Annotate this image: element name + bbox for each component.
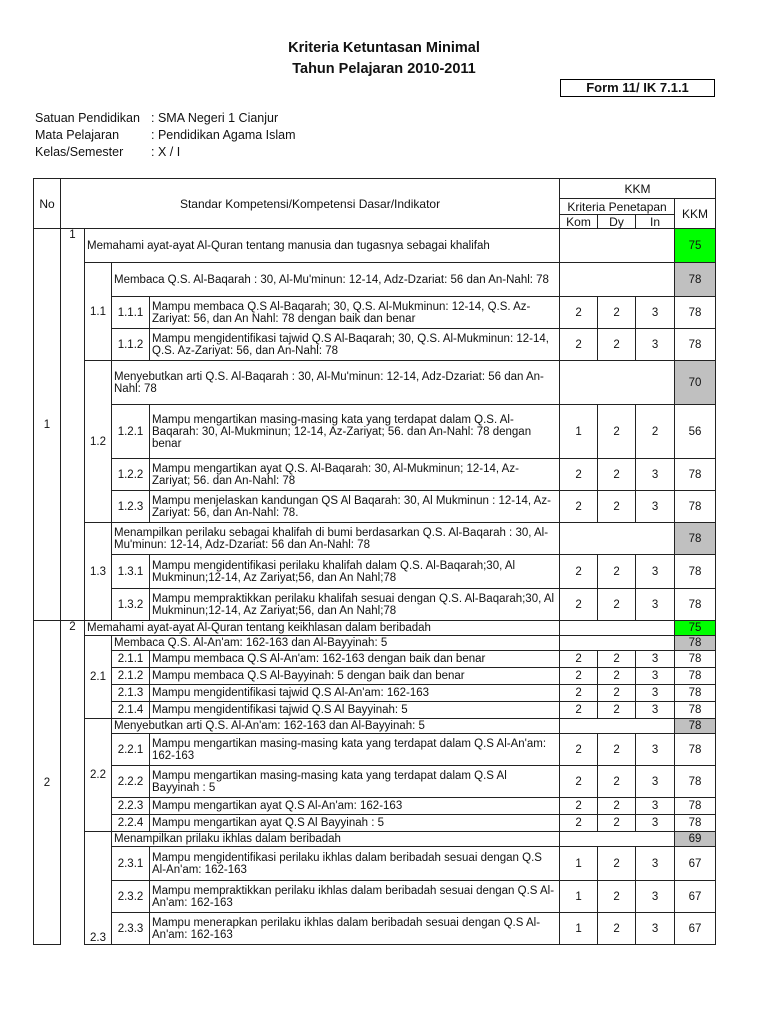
indicator-text: Mampu mengidentifikasi perilaku khalifah dalam Q.S. Al-Baqarah;30, Al Mukminun;12-14, Az Zariyat;56, dan An Nahl;78 xyxy=(150,555,560,589)
in-value: 3 xyxy=(636,734,675,766)
in-value: 3 xyxy=(636,297,675,329)
indicator-text: Mampu menerapkan perilaku ikhlas dalam beribadah sesuai dengan Q.S Al-An'am: 162-163 xyxy=(150,913,560,945)
indicator-text: Mampu mempraktikkan perilaku ikhlas dalam beribadah sesuai dengan Q.S Al-An'am: 162-163 xyxy=(150,881,560,913)
table-row xyxy=(34,621,716,636)
sk-number-space xyxy=(61,263,85,621)
in-value: 3 xyxy=(636,913,675,945)
meta-key: Satuan Pendidikan xyxy=(35,111,140,125)
kkm-value: 78 xyxy=(675,815,716,832)
in-value: 3 xyxy=(636,798,675,815)
kd-kkm-value: 78 xyxy=(675,636,716,651)
indicator-text: Mampu mengidentifikasi tajwid Q.S Al-An'am: 162-163 xyxy=(150,685,560,702)
sk-number: 2 xyxy=(61,621,85,636)
indicator-number: 2.1.1 xyxy=(112,651,150,668)
document-title: Kriteria Ketuntasan Minimal xyxy=(288,40,480,56)
indicator-number: 2.1.3 xyxy=(112,685,150,702)
kom-value: 1 xyxy=(560,913,598,945)
table-row xyxy=(34,491,716,523)
kom-value: 2 xyxy=(560,555,598,589)
in-value: 3 xyxy=(636,651,675,668)
indicator-number: 1.2.1 xyxy=(112,405,150,459)
table-row xyxy=(34,523,716,555)
kd-kom-empty xyxy=(560,832,675,847)
indicator-text: Mampu mengartikan ayat Q.S. Al-Baqarah: 30, Al-Mukminun; 12-14, Az-Zariyat; 56. dan An-Nahl: 78 xyxy=(150,459,560,491)
kd-kkm-value: 78 xyxy=(675,719,716,734)
kom-value: 2 xyxy=(560,685,598,702)
indicator-text: Mampu menjelaskan kandungan QS Al Baqarah: 30, Al Mukminun : 12-14, Az-Zariyat: 56, dan An-Nahl: 78. xyxy=(150,491,560,523)
kkm-value: 78 xyxy=(675,555,716,589)
kom-value: 2 xyxy=(560,766,598,798)
kkm-value: 78 xyxy=(675,491,716,523)
kkm-value: 78 xyxy=(675,297,716,329)
table-row xyxy=(34,881,716,913)
kd-text: Menyebutkan arti Q.S. Al-An'am: 162-163 dan Al-Bayyinah: 5 xyxy=(112,719,560,734)
table-row xyxy=(34,229,716,263)
kom-value: 2 xyxy=(560,589,598,621)
in-value: 3 xyxy=(636,491,675,523)
header-in: In xyxy=(636,215,675,229)
table-row xyxy=(34,651,716,668)
kd-text: Menampilkan perilaku sebagai khalifah di bumi berdasarkan Q.S. Al-Baqarah : 30, Al-Mu'minun: 12-14, Adz-Dzariat: 56 dan An-Nahl: 78 xyxy=(112,523,560,555)
kd-kom-empty xyxy=(560,361,675,405)
meta-value: : SMA Negeri 1 Cianjur xyxy=(151,111,279,125)
indicator-number: 2.1.4 xyxy=(112,702,150,719)
kd-number: 1.2 xyxy=(85,361,112,523)
header-kriteria: Kriteria Penetapan xyxy=(560,199,675,215)
kkm-value: 78 xyxy=(675,702,716,719)
dy-value: 2 xyxy=(598,847,636,881)
kkm-value: 56 xyxy=(675,405,716,459)
sk-kkm-value: 75 xyxy=(675,621,716,636)
indicator-text: Mampu mengidentifikasi tajwid Q.S Al-Baqarah; 30, Q.S. Al-Mukminun: 12-14, Q.S. Az-Zariyat: 56, dan An-Nahl: 78 xyxy=(150,329,560,361)
indicator-number: 2.2.4 xyxy=(112,815,150,832)
indicator-number: 1.2.2 xyxy=(112,459,150,491)
kd-number: 2.3 xyxy=(85,832,112,945)
kd-kkm-value: 70 xyxy=(675,361,716,405)
kd-text: Menyebutkan arti Q.S. Al-Baqarah : 30, Al-Mu'minun: 12-14, Adz-Dzariat: 56 dan An-Nahl: 78 xyxy=(112,361,560,405)
indicator-number: 2.3.2 xyxy=(112,881,150,913)
kom-value: 2 xyxy=(560,459,598,491)
kd-kom-empty xyxy=(560,719,675,734)
table-row xyxy=(34,685,716,702)
kom-value: 2 xyxy=(560,815,598,832)
indicator-text: Mampu mengartikan masing-masing kata yang terdapat dalam Q.S Al Bayyinah : 5 xyxy=(150,766,560,798)
dy-value: 2 xyxy=(598,766,636,798)
table-row xyxy=(34,832,716,847)
kom-value: 2 xyxy=(560,798,598,815)
indicator-text: Mampu membaca Q.S Al-Baqarah; 30, Q.S. Al-Mukminun: 12-14, Q.S. Az-Zariyat: 56, dan An Nahl: 78 dengan baik dan benar xyxy=(150,297,560,329)
dy-value: 2 xyxy=(598,685,636,702)
indicator-number: 2.3.3 xyxy=(112,913,150,945)
indicator-text: Mampu mengartikan ayat Q.S Al-An'am: 162-163 xyxy=(150,798,560,815)
kd-text: Membaca Q.S. Al-An'am: 162-163 dan Al-Bayyinah: 5 xyxy=(112,636,560,651)
header-no: No xyxy=(34,179,61,229)
kkm-value: 78 xyxy=(675,766,716,798)
in-value: 3 xyxy=(636,702,675,719)
meta-value: : X / I xyxy=(151,145,181,159)
header-kom: Kom xyxy=(560,215,598,229)
in-value: 3 xyxy=(636,555,675,589)
dy-value: 2 xyxy=(598,881,636,913)
kom-value: 2 xyxy=(560,702,598,719)
kd-kkm-value: 78 xyxy=(675,523,716,555)
table-row xyxy=(34,702,716,719)
in-value: 3 xyxy=(636,589,675,621)
dy-value: 2 xyxy=(598,329,636,361)
sk-number-space xyxy=(61,636,85,945)
table-row xyxy=(34,263,716,297)
form-code-box: Form 11/ IK 7.1.1 xyxy=(560,79,715,97)
header-kkm-group: KKM xyxy=(560,179,716,199)
sk-kom-empty xyxy=(560,621,675,636)
table-row xyxy=(34,361,716,405)
indicator-number: 1.3.2 xyxy=(112,589,150,621)
indicator-text: Mampu mempraktikkan perilaku khalifah sesuai dengan Q.S. Al-Baqarah;30, Al Mukminun;12-14, Az Zariyat;56, dan An Nahl;78 xyxy=(150,589,560,621)
dy-value: 2 xyxy=(598,702,636,719)
kkm-value: 78 xyxy=(675,589,716,621)
table-row xyxy=(34,815,716,832)
document-subtitle: Tahun Pelajaran 2010-2011 xyxy=(292,61,476,77)
kkm-value: 78 xyxy=(675,668,716,685)
table-row xyxy=(34,636,716,651)
kkm-table xyxy=(33,178,716,945)
indicator-text: Mampu membaca Q.S Al-Bayyinah: 5 dengan baik dan benar xyxy=(150,668,560,685)
table-row xyxy=(34,734,716,766)
in-value: 3 xyxy=(636,329,675,361)
table-row xyxy=(34,405,716,459)
kd-number: 1.3 xyxy=(85,523,112,621)
kom-value: 2 xyxy=(560,734,598,766)
in-value: 3 xyxy=(636,685,675,702)
kd-kkm-value: 78 xyxy=(675,263,716,297)
kom-value: 1 xyxy=(560,847,598,881)
table-row xyxy=(34,329,716,361)
kkm-value: 67 xyxy=(675,913,716,945)
kd-kkm-value: 69 xyxy=(675,832,716,847)
header-row xyxy=(34,179,716,199)
kkm-value: 67 xyxy=(675,847,716,881)
header-kkm: KKM xyxy=(675,199,716,229)
kom-value: 2 xyxy=(560,329,598,361)
indicator-text: Mampu membaca Q.S Al-An'am: 162-163 dengan baik dan benar xyxy=(150,651,560,668)
indicator-number: 2.1.2 xyxy=(112,668,150,685)
dy-value: 2 xyxy=(598,913,636,945)
dy-value: 2 xyxy=(598,815,636,832)
indicator-text: Mampu mengartikan masing-masing kata yang terdapat dalam Q.S Al-An'am: 162-163 xyxy=(150,734,560,766)
sk-number: 1 xyxy=(61,229,85,263)
sk-text: Memahami ayat-ayat Al-Quran tentang keikhlasan dalam beribadah xyxy=(85,621,560,636)
dy-value: 2 xyxy=(598,297,636,329)
table-row xyxy=(34,297,716,329)
sk-text: Memahami ayat-ayat Al-Quran tentang manusia dan tugasnya sebagai khalifah xyxy=(85,229,560,263)
indicator-text: Mampu mengartikan masing-masing kata yang terdapat dalam Q.S. Al-Baqarah: 30, Al-Mukminun; 12-14, Az-Zariyat; 56. dan An-Nahl: 78 dengan benar xyxy=(150,405,560,459)
in-value: 3 xyxy=(636,815,675,832)
kd-kom-empty xyxy=(560,523,675,555)
meta-key: Mata Pelajaran xyxy=(35,128,120,142)
indicator-number: 2.2.2 xyxy=(112,766,150,798)
dy-value: 2 xyxy=(598,651,636,668)
kd-kom-empty xyxy=(560,636,675,651)
table-row xyxy=(34,798,716,815)
indicator-number: 2.2.1 xyxy=(112,734,150,766)
kd-text: Membaca Q.S. Al-Baqarah : 30, Al-Mu'minun: 12-14, Adz-Dzariat: 56 dan An-Nahl: 78 xyxy=(112,263,560,297)
table-row xyxy=(34,459,716,491)
table-row xyxy=(34,668,716,685)
kom-value: 1 xyxy=(560,881,598,913)
table-row xyxy=(34,719,716,734)
sk-kkm-value: 75 xyxy=(675,229,716,263)
meta-key: Kelas/Semester xyxy=(35,145,124,159)
indicator-number: 1.1.1 xyxy=(112,297,150,329)
dy-value: 2 xyxy=(598,668,636,685)
kkm-value: 67 xyxy=(675,881,716,913)
dy-value: 2 xyxy=(598,459,636,491)
dy-value: 2 xyxy=(598,589,636,621)
indicator-number: 1.1.2 xyxy=(112,329,150,361)
table-row xyxy=(34,766,716,798)
kd-number: 1.1 xyxy=(85,263,112,361)
table-row xyxy=(34,847,716,881)
kkm-value: 78 xyxy=(675,798,716,815)
in-value: 2 xyxy=(636,405,675,459)
kd-kom-empty xyxy=(560,263,675,297)
indicator-number: 1.2.3 xyxy=(112,491,150,523)
table-row xyxy=(34,555,716,589)
kkm-value: 78 xyxy=(675,685,716,702)
no-cell: 2 xyxy=(34,621,61,945)
dy-value: 2 xyxy=(598,405,636,459)
kkm-value: 78 xyxy=(675,459,716,491)
kd-number: 2.2 xyxy=(85,719,112,832)
dy-value: 2 xyxy=(598,491,636,523)
in-value: 3 xyxy=(636,668,675,685)
kom-value: 1 xyxy=(560,405,598,459)
kkm-value: 78 xyxy=(675,651,716,668)
indicator-text: Mampu mengidentifikasi tajwid Q.S Al Bayyinah: 5 xyxy=(150,702,560,719)
meta-value: : Pendidikan Agama Islam xyxy=(151,128,296,142)
dy-value: 2 xyxy=(598,798,636,815)
indicator-number: 2.2.3 xyxy=(112,798,150,815)
no-cell: 1 xyxy=(34,229,61,621)
kom-value: 2 xyxy=(560,651,598,668)
header-dy: Dy xyxy=(598,215,636,229)
table-row xyxy=(34,589,716,621)
indicator-number: 2.3.1 xyxy=(112,847,150,881)
in-value: 3 xyxy=(636,459,675,491)
kom-value: 2 xyxy=(560,297,598,329)
indicator-number: 1.3.1 xyxy=(112,555,150,589)
dy-value: 2 xyxy=(598,555,636,589)
kkm-value: 78 xyxy=(675,329,716,361)
indicator-text: Mampu mengidentifikasi perilaku ikhlas dalam beribadah sesuai dengan Q.S Al-An'am: 162-163 xyxy=(150,847,560,881)
in-value: 3 xyxy=(636,881,675,913)
header-standar-kompetensi: Standar Kompetensi/Kompetensi Dasar/Indikator xyxy=(61,179,560,229)
sk-kom-empty xyxy=(560,229,675,263)
kom-value: 2 xyxy=(560,491,598,523)
indicator-text: Mampu mengartikan ayat Q.S Al Bayyinah : 5 xyxy=(150,815,560,832)
kd-number: 2.1 xyxy=(85,636,112,719)
table-row xyxy=(34,913,716,945)
kkm-value: 78 xyxy=(675,734,716,766)
kd-text: Menampilkan prilaku ikhlas dalam beribadah xyxy=(112,832,560,847)
kom-value: 2 xyxy=(560,668,598,685)
in-value: 3 xyxy=(636,766,675,798)
in-value: 3 xyxy=(636,847,675,881)
dy-value: 2 xyxy=(598,734,636,766)
